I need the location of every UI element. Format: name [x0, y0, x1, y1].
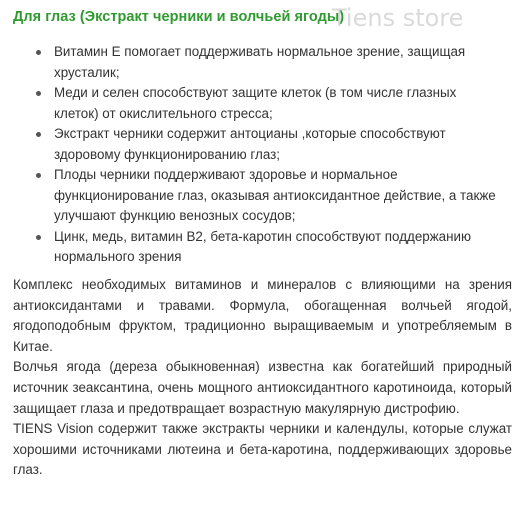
list-item-text: Цинк, медь, витамин B2, бета-каротин способствуют поддержанию нормального зрения	[54, 228, 472, 264]
list-item-text: Плоды черники поддерживают здоровье и нормальное функционирование глаз, оказывая антиоксидантное действие, а также улучшают функцию венозных сосудов;	[54, 167, 496, 223]
list-item-text: Меди и селен способствуют защите клеток (в том числе глазных клеток) от окислительного стресса;	[54, 85, 457, 121]
list-item	[0, 227, 504, 268]
paragraph-tiens-vision: TIENS Vision содержит также экстракты черники и календулы, которые служат хорошими источниками лютеина и бета-каротина, поддерживающих здоровье глаз.	[13, 421, 512, 478]
store-watermark: Tiens store	[332, 4, 464, 32]
list-item	[0, 42, 504, 83]
bullet-icon	[36, 91, 41, 96]
list-item	[0, 165, 504, 227]
bullet-icon	[36, 50, 41, 55]
list-item	[0, 83, 504, 124]
bullet-icon	[36, 173, 41, 178]
section-heading: Для глаз (Экстракт черники и волчьей ягоды)	[13, 9, 345, 25]
list-item	[0, 124, 504, 165]
paragraph-complex: Комплекс необходимых витаминов и минералов с влияющими на зрения антиоксидантами и травами. Формула, обогащенная волчьей ягодой, ягодоподобным фруктом, традиционно выращиваемым и употребляемым в Китае.	[13, 277, 512, 354]
list-item-text: Витамин E помогает поддерживать нормальное зрение, защищая хрусталик;	[54, 44, 466, 80]
bullet-icon	[36, 235, 41, 240]
paragraph-goji: Волчья ягода (дереза обыкновенная) известна как богатейший природный источник зеаксантина, очень мощного антиоксидантного каротиноида, который защищает глаза и предотвращает возрастную макулярную дистрофию.	[13, 359, 512, 416]
description	[13, 275, 512, 481]
bullet-icon	[36, 132, 41, 137]
list-item-text: Экстракт черники содержит антоцианы ,которые способствуют здоровому функционированию глаз;	[54, 126, 446, 162]
benefits-list	[0, 42, 504, 268]
